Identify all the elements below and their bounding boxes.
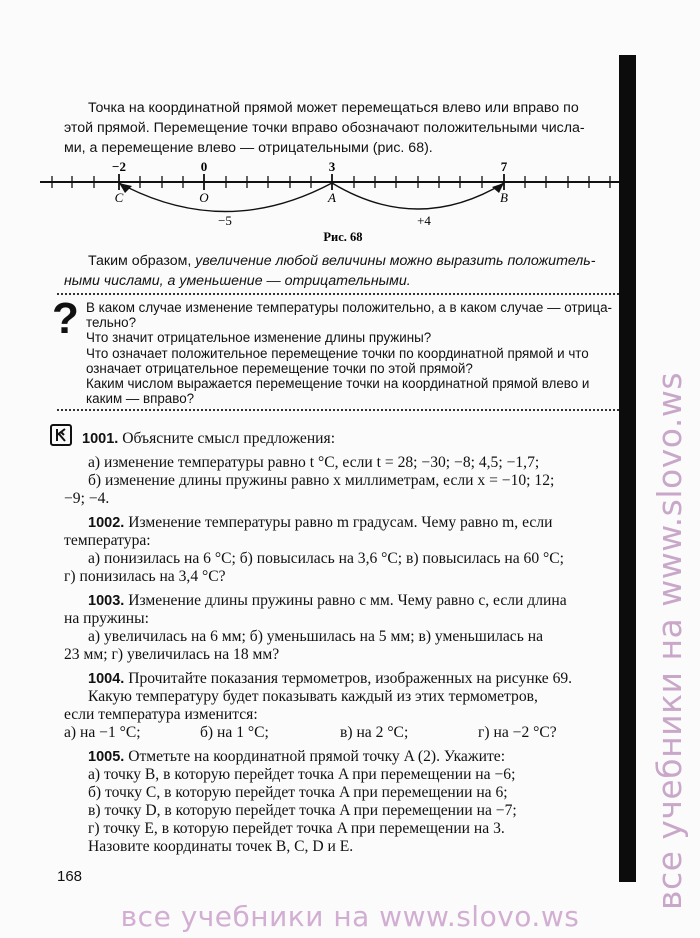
conclusion-normal: Таким образом, <box>88 253 196 269</box>
question-line-1: В каком случае изменение температуры положительно, а в каком случае — отрица- <box>86 300 612 315</box>
exercise-1005-item-b: б) точку C, в которую перейдет точка A при перемещении на 6; <box>88 784 508 801</box>
point-letter-o: O <box>199 190 209 205</box>
exercise-1004-number: 1004. <box>88 671 125 687</box>
intro-line-1: Точка на координатной прямой может перемещаться влево или вправо по <box>88 100 579 116</box>
exercise-1005-item-c: в) точку D, в которую перейдет точка A при перемещении на −7; <box>88 802 517 819</box>
exercise-1002-line-1 <box>88 514 552 532</box>
question-mark-icon: ? <box>52 294 79 343</box>
exercise-1004-line-2: Какую температуру будет показывать каждый из этих термометров, <box>88 688 538 705</box>
question-line-2: тельно? <box>86 315 137 330</box>
intro-line-3: ми, а перемещение влево — отрицательными (рис. 68). <box>64 140 433 156</box>
exercise-1002-text: Изменение температуры равно m градусам. Чему равно m, если <box>128 514 553 531</box>
exercise-1003-number: 1003. <box>88 593 125 609</box>
exercise-1004-option-a: а) на −1 °С; <box>64 724 141 741</box>
figure-68-number-line <box>0 155 640 245</box>
question-line-4: Что означает положительное перемещение точки по координатной прямой и что <box>86 346 589 361</box>
exercise-1004-option-b: б) на 1 °С; <box>200 724 269 741</box>
tick-value-o: 0 <box>200 159 208 174</box>
exercise-1001-b1: б) изменение длины пружины равно x миллиметрам, если x = −10; 12; <box>88 472 555 489</box>
point-letter-c: C <box>114 190 124 205</box>
questions-bottom-divider <box>57 409 619 411</box>
figure-caption: Рис. 68 <box>323 230 363 244</box>
exercise-1003-text: Изменение длины пружины равно c мм. Чему равно c, если длина <box>128 592 567 609</box>
exercise-1004-line-1 <box>88 670 572 688</box>
exercise-1005-item-a: а) точку B, в которую перейдет точка A при перемещении на −6; <box>88 766 516 783</box>
exercise-1001-number: 1001. <box>82 431 119 447</box>
exercise-1003-line-2: на пружины: <box>64 610 149 627</box>
exercise-1004-text: Прочитайте показания термометров, изображенных на рисунке 69. <box>128 670 573 687</box>
exercise-1001-a: а) изменение температуры равно t °С, если t = 28; −30; −8; 4,5; −1,7; <box>88 454 540 471</box>
question-line-6: Каким числом выражается перемещение точки на координатной прямой влево и <box>86 376 590 391</box>
exercise-1004-option-d: г) на −2 °С? <box>478 724 557 741</box>
exercise-marker-icon <box>50 424 72 446</box>
intro-line-2: этой прямой. Перемещение точки вправо обозначают положительными числа- <box>64 120 585 136</box>
conclusion-line-2: ными числами, а уменьшение — отрицательными. <box>64 273 411 289</box>
point-letter-b: B <box>500 190 508 205</box>
question-line-7: каким — вправо? <box>86 391 195 406</box>
questions-top-divider <box>57 293 619 295</box>
exercise-1004-option-c: в) на 2 °С; <box>340 724 409 741</box>
conclusion-line-1 <box>88 253 596 270</box>
exercise-1005-text: Отметьте на координатной прямой точку A (2). Укажите: <box>128 748 506 765</box>
question-line-5: означает отрицательное перемещение точки по этой прямой? <box>86 361 473 376</box>
bottom-watermark: все учебники на www.slovo.ws <box>120 900 580 933</box>
exercise-1005-number: 1005. <box>88 749 125 765</box>
exercise-1005-item-d: г) точку E, в которую перейдет точка A при перемещении на 3. <box>88 820 505 837</box>
point-letter-a: A <box>328 190 336 205</box>
exercise-1002-line-4: г) понизилась на 3,4 °С? <box>64 568 226 585</box>
exercise-1005-line-1 <box>88 748 505 766</box>
side-watermark: все учебники на www.slovo.ws <box>650 371 689 910</box>
move-label-left: −5 <box>218 213 232 228</box>
exercise-1002-line-2: температура: <box>64 532 151 549</box>
page-number: 168 <box>57 868 83 885</box>
exercise-1005-last: Назовите координаты точек B, C, D и E. <box>88 838 354 855</box>
exercise-1002-line-3: а) понизилась на 6 °С; б) повысилась на 3,6 °С; в) повысилась на 60 °С; <box>88 550 565 567</box>
exercise-1004-line-3: если температура изменится: <box>64 706 258 723</box>
exercise-1001-b2: −9; −4. <box>64 490 110 507</box>
exercise-1001-title <box>82 430 335 448</box>
exercise-1003-line-4: 23 мм; г) увеличилась на 18 мм? <box>64 646 280 663</box>
exercise-1003-line-1 <box>88 592 567 610</box>
tick-value-c: −2 <box>112 159 126 174</box>
exercise-1002-number: 1002. <box>88 515 125 531</box>
move-label-right: +4 <box>417 213 431 228</box>
conclusion-italic: увеличение любой величины можно выразить положитель- <box>195 253 596 269</box>
exercise-1003-line-3: а) увеличилась на 6 мм; б) уменьшилась на 5 мм; в) уменьшилась на <box>88 628 543 645</box>
tick-value-b: 7 <box>500 159 508 174</box>
exercise-1001-text: Объясните смысл предложения: <box>122 430 336 447</box>
question-line-3: Что значит отрицательное изменение длины пружины? <box>86 330 432 345</box>
scan-dark-edge <box>619 55 636 882</box>
tick-value-a: 3 <box>328 159 336 174</box>
